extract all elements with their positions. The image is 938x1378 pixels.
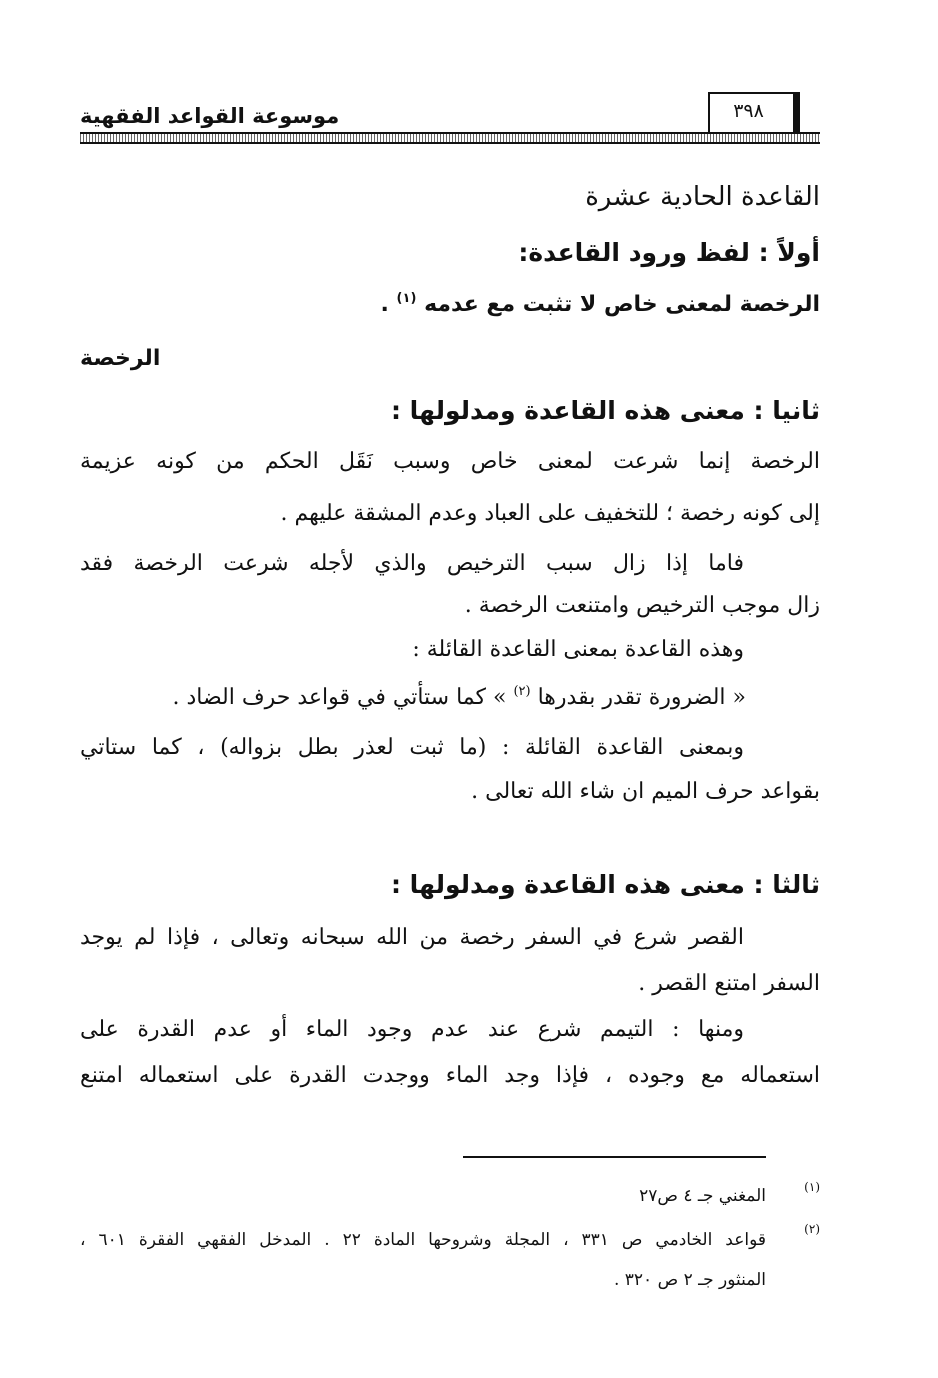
page-number: ٣٩٨ [733, 100, 764, 122]
header-rule [80, 132, 820, 144]
s2-line-7: وبمعنى القاعدة القائلة : (ما ثبت لعذر بطل بزواله) ، كما ستاتي [80, 735, 744, 760]
footnote-2-text-continued: المنثور جـ ٢ ص ٣٢٠ . [613, 1270, 766, 1290]
s3-line-4: استعماله مع وجوده ، فإذا وجد الماء ووجدت القدرة على استعماله امتنع [80, 1063, 820, 1088]
running-title: موسوعة القواعد الفقهية [80, 104, 340, 128]
s2-line-6 [80, 672, 820, 727]
footnote-ref-2: (٢) [513, 684, 531, 699]
keyword-label: الرخصة [80, 346, 161, 371]
quote-start: « الضرورة تقدر بقدرها [537, 685, 746, 710]
s2-line-3: فاما إذا زال سبب الترخيص والذي لأجله شرعت الرخصة فقد [80, 551, 744, 576]
s2-line-1: الرخصة إنما شرعت لمعنى خاص وسبب نَقَل الحكم من كونه عزيمة [80, 449, 820, 474]
section-1-heading: أولاً : لفظ ورود القاعدة: [518, 238, 820, 267]
footnote-separator [463, 1156, 766, 1158]
page-header [80, 92, 820, 162]
rule-statement-end: . [380, 292, 389, 317]
s2-line-2: إلى كونه رخصة ؛ للتخفيف على العباد وعدم المشقة عليهم . [280, 501, 820, 526]
s3-line-1: القصر شرع في السفر رخصة من الله سبحانه وتعالى ، فإذا لم يوجد [80, 925, 744, 950]
s3-line-3: ومنها : التيمم شرع عند عدم وجود الماء أو عدم القدرة على [80, 1017, 744, 1042]
rule-statement-text: الرخصة لمعنى خاص لا تثبت مع عدمه [424, 292, 820, 317]
page-number-box [708, 92, 800, 136]
s2-line-4: زال موجب الترخيص وامتنعت الرخصة . [464, 593, 820, 618]
quote-end: » كما ستأتي في قواعد حرف الضاد . [172, 685, 507, 710]
section-2-heading: ثانيا : معنى هذه القاعدة ومدلولها : [390, 396, 820, 425]
footnote-1-text: المغني جـ ٤ ص٢٧ [639, 1186, 766, 1206]
footnote-ref-1: (١) [396, 291, 417, 306]
s2-line-5: وهذه القاعدة بمعنى القاعدة القائلة : [412, 637, 744, 662]
section-3-heading: ثالثا : معنى هذه القاعدة ومدلولها : [390, 870, 820, 899]
rule-heading: القاعدة الحادية عشرة [585, 182, 820, 212]
s3-line-2: السفر امتنع القصر . [638, 971, 820, 996]
footnote-2-mark: (٢) [804, 1222, 820, 1236]
footnote-1-mark: (١) [804, 1180, 820, 1194]
rule-statement [80, 292, 820, 317]
s2-line-8: بقواعد حرف الميم ان شاء الله تعالى . [471, 779, 820, 804]
footnote-2-text: قواعد الخادمي ص ٣٣١ ، المجلة وشروحها المادة ٢٢ . المدخل الفقهي الفقرة ٦٠١ ، [80, 1230, 766, 1250]
